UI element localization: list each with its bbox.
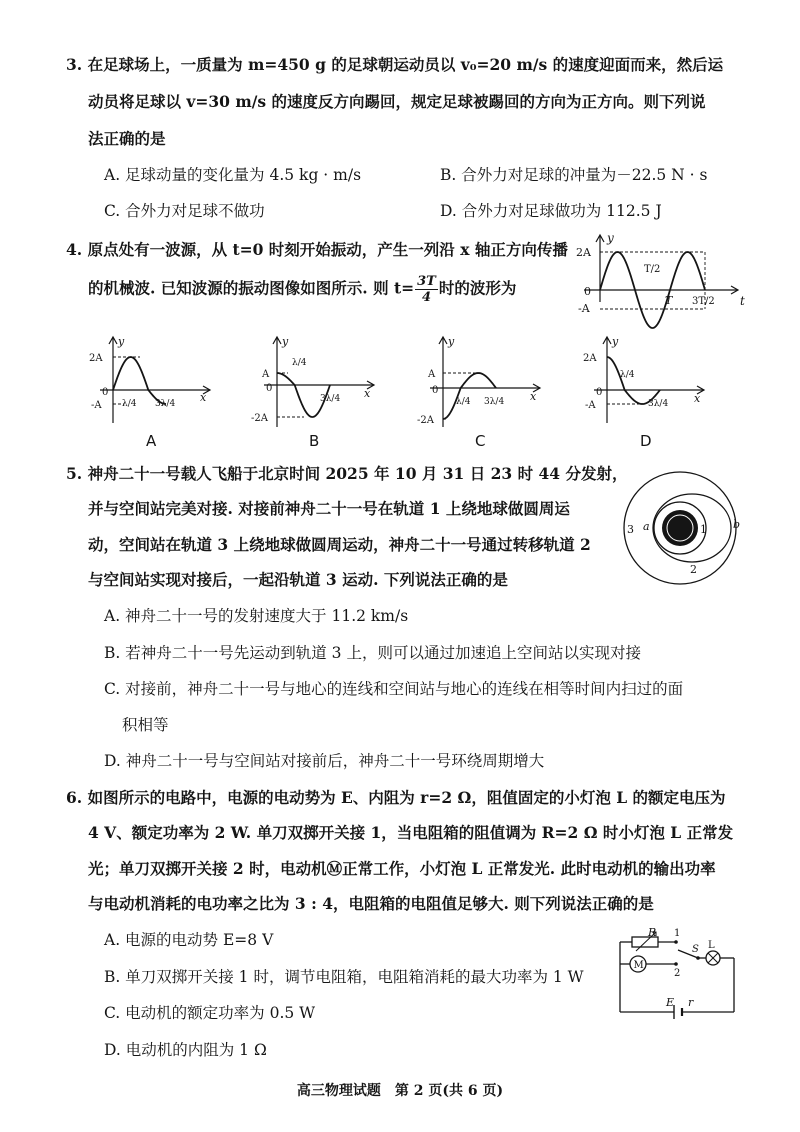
wave-a-bottom-label: -A: [91, 400, 102, 411]
wave-c-bottom-label: -2A: [417, 415, 434, 426]
wave-a-tick1-label: λ/4: [122, 399, 137, 409]
wave-label-b: B: [309, 432, 320, 450]
wave-a-x-label: x: [200, 391, 207, 404]
contact-1-label: 1: [674, 928, 681, 939]
q6-line2: 4 V、额定功率为 2 W. 单刀双掷开关接 1，当电阻箱的阻值调为 R=2 Ω 时小灯泡 L 正常发: [88, 823, 734, 842]
vib-T-label: T: [665, 294, 673, 307]
q6-option-c: C. 电动机的额定功率为 0.5 W: [104, 1004, 316, 1022]
orbit-diagram: [620, 470, 740, 590]
wave-b-bottom-label: -2A: [251, 413, 268, 424]
wave-b-y-label: y: [282, 335, 289, 348]
wave-d-tick1-label: λ/4: [620, 370, 635, 380]
vib-y-label: y: [607, 231, 614, 245]
contact-2: [674, 962, 678, 966]
vib-amp-label: 2A: [576, 246, 591, 259]
q6-option-b: B. 单刀双掷开关接 1 时，调节电阻箱，电阻箱消耗的最大功率为 1 W: [104, 968, 584, 986]
q4-fraction-num: 3T: [417, 274, 436, 289]
wave-graph-c: [418, 335, 548, 435]
wave-a-top-label: 2A: [89, 353, 103, 364]
wave-c-x-label: x: [530, 390, 537, 403]
wave-d-bottom-label: -A: [585, 400, 596, 411]
vib-t-label: t: [740, 294, 745, 308]
q3-line1: 3. 在足球场上，一质量为 m=450 g 的足球朝运动员以 v₀=20 m/s 的速度迎面而来，然后运: [66, 55, 724, 74]
vib-neg-label: -A: [578, 302, 590, 315]
q5-option-c1: C. 对接前，神舟二十一号与地心的连线和空间站与地心的连线在相等时间内扫过的面: [104, 680, 684, 698]
wave-d-zero-label: 0: [596, 387, 603, 398]
q3-line3: 法正确的是: [88, 129, 166, 148]
wave-d-top-label: 2A: [583, 353, 597, 364]
motor-label: M: [633, 960, 644, 971]
wave-graph-b: [252, 335, 382, 435]
vibration-graph: [570, 232, 745, 327]
q5-option-b: B. 若神舟二十一号先运动到轨道 3 上，则可以通过加速追上空间站以实现对接: [104, 644, 641, 662]
wave-b-tick1-label: λ/4: [292, 358, 307, 368]
wave-d-tick2-label: 3λ/4: [648, 399, 669, 409]
wave-b-zero-label: 0: [266, 383, 273, 394]
orbit-label-1: 1: [700, 523, 707, 536]
q6-option-a: A. 电源的电动势 E=8 V: [104, 931, 274, 949]
wave-a-tick2-label: 3λ/4: [155, 399, 176, 409]
wave-graph-d: [582, 335, 712, 435]
q6-line1: 6. 如图所示的电路中，电源的电动势为 E、内阻为 r=2 Ω，阻值固定的小灯泡 L 的额定电压为: [66, 788, 726, 807]
wave-graph-a: [88, 335, 218, 435]
q4-fraction: [415, 274, 438, 305]
q5-option-c2: 积相等: [122, 716, 169, 734]
q5-line3: 动，空间站在轨道 3 上绕地球做圆周运动，神舟二十一号通过转移轨道 2: [88, 535, 591, 554]
q3-option-b: B. 合外力对足球的冲量为－22.5 N · s: [440, 166, 708, 184]
lamp-label: L: [708, 940, 715, 951]
q5-line1: 5. 神舟二十一号载人飞船于北京时间 2025 年 10 月 31 日 23 时 44 分发射，: [66, 464, 628, 483]
point-label-a: a: [643, 520, 650, 533]
contact-2-label: 2: [674, 968, 681, 979]
orbit-label-2: 2: [690, 563, 697, 576]
internal-resistance-label: r: [688, 996, 694, 1009]
q3-line2: 动员将足球以 v=30 m/s 的速度反方向踢回，规定足球被踢回的方向为正方向。则下列说: [88, 92, 706, 111]
contact-1: [674, 940, 678, 944]
wave-c-zero-label: 0: [432, 385, 439, 396]
wave-c-y-label: y: [448, 335, 455, 348]
wave-d-x-label: x: [694, 392, 701, 405]
wave-c-tick2-label: 3λ/4: [484, 397, 505, 407]
wave-c-curve: [443, 373, 496, 419]
vib-half-label: T/2: [644, 264, 661, 275]
wave-b-x-label: x: [364, 387, 371, 400]
q5-option-a: A. 神舟二十一号的发射速度大于 11.2 km/s: [104, 607, 409, 625]
point-label-b: b: [733, 518, 741, 531]
vib-three-half-label: 3T/2: [692, 296, 715, 307]
q4-fraction-den: 4: [421, 290, 432, 305]
emf-label: E: [666, 996, 675, 1009]
switch-label: S: [692, 944, 699, 955]
q4-line2-pre: 的机械波. 已知波源的振动图像如图所示. 则 t=: [88, 278, 415, 298]
q5-line4: 与空间站实现对接后，一起沿轨道 3 运动. 下列说法正确的是: [88, 570, 508, 589]
wave-a-y-label: y: [118, 335, 125, 348]
q3-option-c: C. 合外力对足球不做功: [104, 202, 265, 220]
q4-line1: 4. 原点处有一波源，从 t=0 时刻开始振动，产生一列沿 x 轴正方向传播: [66, 240, 568, 259]
q3-option-a: A. 足球动量的变化量为 4.5 kg · m/s: [104, 166, 362, 184]
wave-a-zero-label: 0: [102, 387, 109, 398]
q6-line4: 与电动机消耗的电功率之比为 3 : 4，电阻箱的电阻值足够大. 则下列说法正确的是: [88, 894, 654, 913]
orbit-label-3: 3: [627, 523, 634, 536]
wave-c-top-label: A: [428, 369, 436, 380]
circuit-diagram: [612, 924, 742, 1024]
wave-d-curve: [607, 357, 660, 404]
wave-label-d: D: [640, 432, 652, 450]
vib-zero-label: 0: [584, 285, 591, 298]
q5-option-d: D. 神舟二十一号与空间站对接前后，神舟二十一号环绕周期增大: [104, 752, 545, 770]
wave-a-curve: [113, 357, 166, 404]
q4-line2: [88, 274, 516, 305]
wave-c-tick1-label: λ/4: [456, 397, 471, 407]
q6-line3: 光；单刀双掷开关接 2 时，电动机Ⓜ正常工作，小灯泡 L 正常发光. 此时电动机的输出功率: [88, 859, 716, 878]
q5-line2: 并与空间站完美对接. 对接前神舟二十一号在轨道 1 上绕地球做圆周运: [88, 499, 570, 518]
wave-label-a: A: [146, 432, 157, 450]
wave-label-c: C: [475, 432, 486, 450]
resistor-label: R: [648, 926, 657, 939]
q4-line2-post: 时的波形为: [438, 278, 517, 298]
wave-b-top-label: A: [262, 369, 270, 380]
page-footer: 高三物理试题 第 2 页(共 6 页): [296, 1083, 504, 1099]
q6-option-d: D. 电动机的内阻为 1 Ω: [104, 1041, 267, 1059]
wave-d-y-label: y: [612, 335, 619, 348]
wave-b-tick2-label: 3λ/4: [320, 394, 341, 404]
q3-option-d: D. 合外力对足球做功为 112.5 J: [440, 202, 662, 220]
